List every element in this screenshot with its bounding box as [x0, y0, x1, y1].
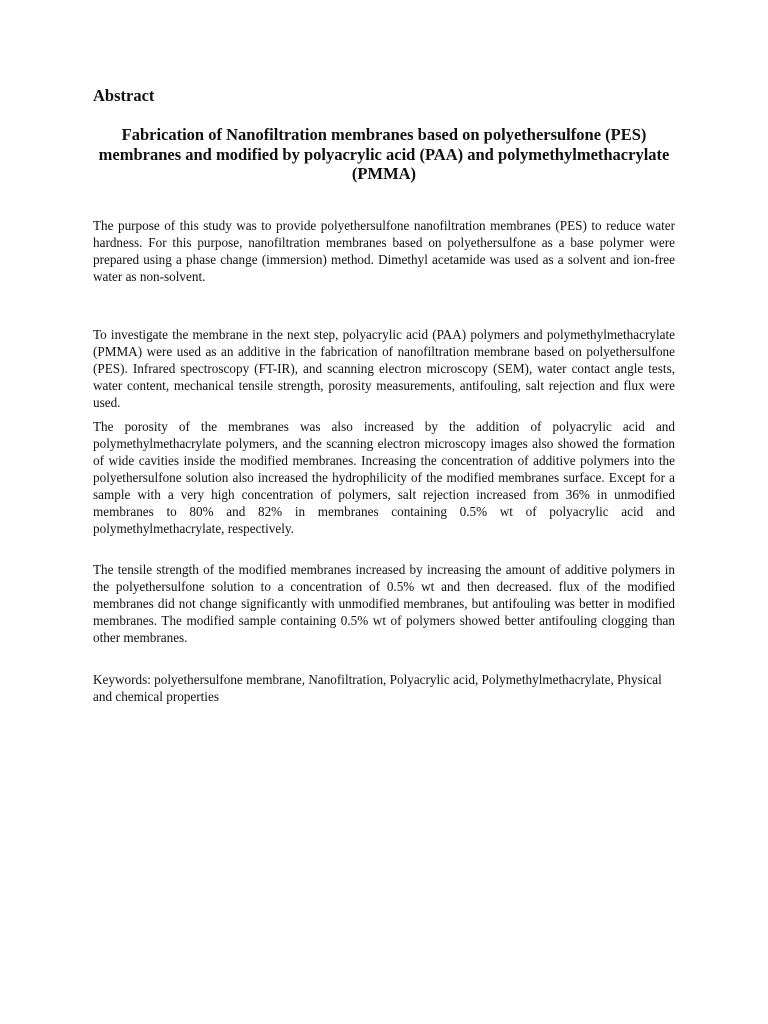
abstract-heading: Abstract [93, 86, 155, 105]
abstract-paragraph-1: The purpose of this study was to provide polyethersulfone nanofiltration membranes (PES) to reduce water hardness. For this purpose, nanofiltration membranes based on polyethersulfone as a base polymer were prepared using a phase change (immersion) method. Dimethyl acetamide was used as a solvent and ion-free water as non-solvent. [93, 218, 675, 284]
keywords: Keywords: polyethersulfone membrane, Nanofiltration, Polyacrylic acid, Polymethylmethacrylate, Physical and chemical properties [93, 672, 662, 704]
abstract-paragraph-3: The porosity of the membranes was also increased by the addition of polyacrylic acid and polymethylmethacrylate polymers, and the scanning electron microscopy images also showed the formation of wide cavities inside the modified membranes. Increasing the concentration of additive polymers into the polyethersulfone solution also increased the hydrophilicity of the modified membranes surface. Except for a sample with a very high concentration of polymers, salt rejection increased from 36% in unmodified membranes to 80% and 82% in membranes containing 0.5% wt of polyacrylic acid and polymethylmethacrylate, respectively. [93, 419, 675, 536]
abstract-paragraph-2: To investigate the membrane in the next step, polyacrylic acid (PAA) polymers and polymethylmethacrylate (PMMA) were used as an additive in the fabrication of nanofiltration membrane based on polyethersulfone (PES). Infrared spectroscopy (FT-IR), and scanning electron microscopy (SEM), water contact angle tests, water content, mechanical tensile strength, porosity measurements, antifouling, salt rejection and flux were used. [93, 327, 675, 410]
paper-title: Fabrication of Nanofiltration membranes based on polyethersulfone (PES) membranes and modified by polyacrylic acid (PAA) and polymethylmethacrylate (PMMA) [98, 125, 670, 183]
abstract-paragraph-4: The tensile strength of the modified membranes increased by increasing the amount of additive polymers in the polyethersulfone solution to a concentration of 0.5% wt and then decreased. flux of the modified membranes did not change significantly with unmodified membranes, but antifouling was better in modified membranes. The modified sample containing 0.5% wt of polymers showed better antifouling clogging than other membranes. [93, 562, 675, 645]
